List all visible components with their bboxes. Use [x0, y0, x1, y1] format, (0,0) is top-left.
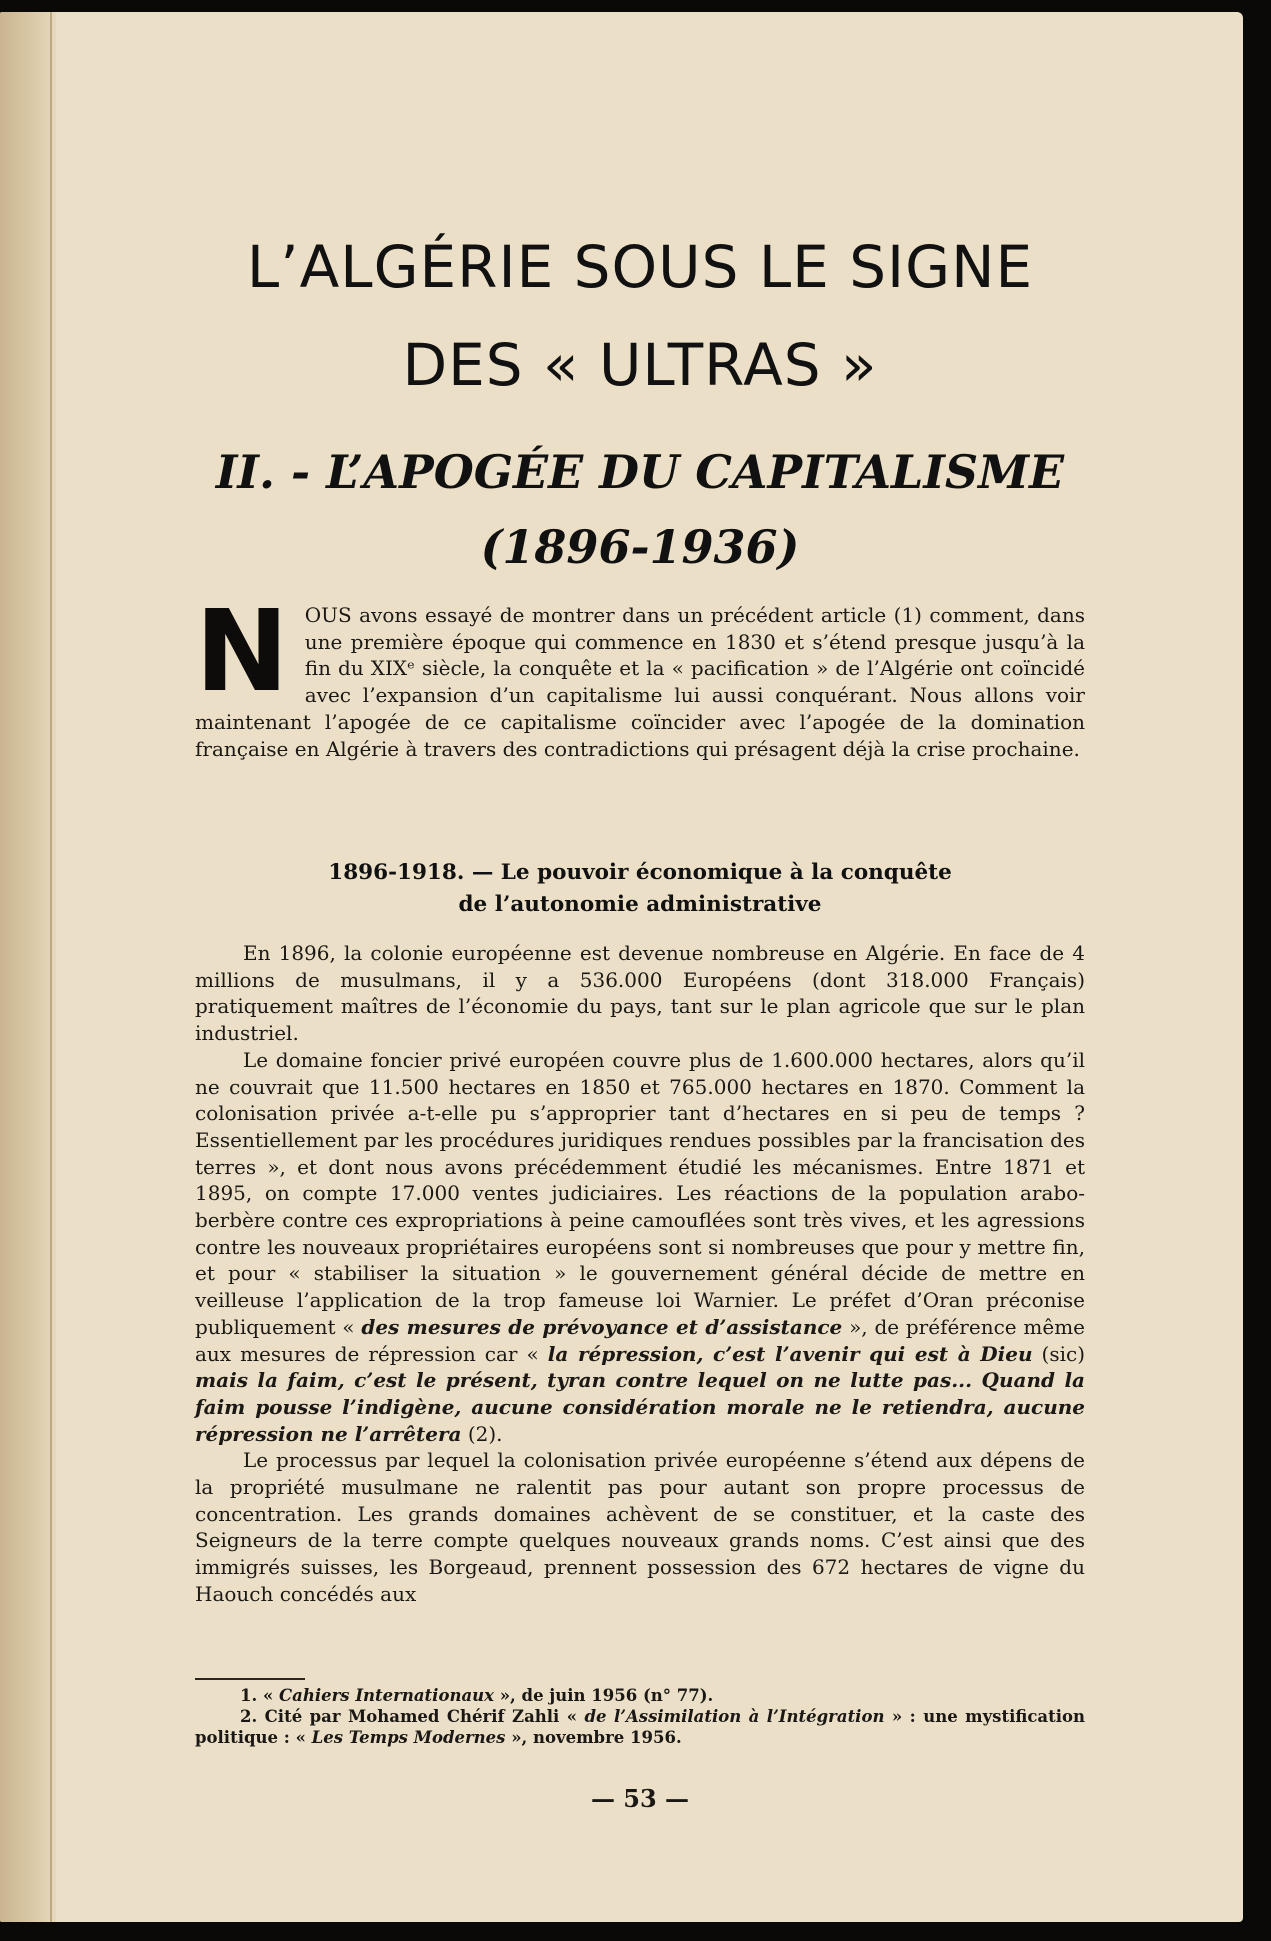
- book-page: [0, 12, 1243, 1922]
- drop-cap: N: [195, 587, 289, 717]
- footnote-2: 2. Cité par Mohamed Chérif Zahli « de l’Assimilation à l’Intégration » : une mystification politique : « Les Temps Modernes », novembre 1956.: [195, 1707, 1085, 1747]
- intro-paragraph: [195, 587, 1085, 762]
- article-title-line-2: DES « ULTRAS »: [402, 331, 878, 399]
- page-number: — 53 —: [590, 1784, 690, 1813]
- section-heading: [195, 857, 1085, 921]
- section-heading-line-1: 1896-1918. — Le pouvoir économique à la conquête: [328, 860, 952, 885]
- quote-italic-1: des mesures de prévoyance et d’assistance: [361, 1314, 843, 1339]
- article-title-line-1: L’ALGÉRIE SOUS LE SIGNE: [246, 233, 1034, 301]
- footnote-separator: [195, 1678, 305, 1680]
- page-gutter-line: [50, 12, 52, 1922]
- body-paragraph-1: En 1896, la colonie européenne est devenue nombreuse en Algérie. En face de 4 millions de musulmans, il y a 536.000 Européens (dont 318.000 Français) pratiquement maîtres de l’économie du pays, tant sur le plan agricole que sur le plan industriel.: [195, 941, 1085, 1046]
- quote-italic-2: la répression, c’est l’avenir qui est à Dieu: [547, 1341, 1033, 1366]
- section-heading-line-2: de l’autonomie administrative: [458, 892, 822, 917]
- page-fold-shadow: [0, 12, 56, 1922]
- article-body: [195, 940, 1085, 1608]
- body-paragraph-2: Le domaine foncier privé européen couvre plus de 1.600.000 hectares, alors qu’il ne couvrait que 11.500 hectares en 1850 et 765.000 hectares en 1870. Comment la colonisation privée a-t-elle pu s’approprier tant d’hectares en si peu de temps ? Essentiellement par les procédures juridiques rendues possibles par la francisation des terres », et dont nous avons précédemment étudié les mécanismes. Entre 1871 et 1895, on compte 17.000 ventes judiciaires. Les réactions de la population arabo-berbère contre ces expropriations à peine camouflées sont très vives, et les agressions contre les nouveaux propriétaires européens sont si nombreuses que pour y mettre fin, et pour « stabiliser la situation » le gouvernement général décide de mettre en veilleuse l’application de la trop fameuse loi Warnier. Le préfet d’Oran préconise publiquement « des mesures de prévoyance et d’assistance », de préférence même aux mesures de répression car « la répression, c’est l’avenir qui est à Dieu (sic) mais la faim, c’est le présent, tyran contre lequel on ne lutte pas... Quand la faim pousse l’indigène, aucune considération morale ne le retiendra, aucune répression ne l’arrêtera (2).: [195, 1047, 1086, 1446]
- intro-text: OUS avons essayé de montrer dans un précédent article (1) comment, dans une première époque qui commence en 1830 et s’étend presque jusqu’à la fin du XIXᵉ siècle, la conquête et la « pacification » de l’Algérie ont coïncidé avec l’expansion d’un capitalisme lui aussi conquérant. Nous allons voir maintenant l’apogée de ce capitalisme coïncider avec l’apogée de la domination française en Algérie à travers des contradictions qui présagent déjà la crise prochaine.: [195, 603, 1085, 761]
- footnote-1: 1. « Cahiers Internationaux », de juin 1956 (n° 77).: [240, 1686, 714, 1705]
- body-paragraph-3: Le processus par lequel la colonisation privée européenne s’étend aux dépens de la propriété musulmane ne ralentit pas pour autant son propre processus de concentration. Les grands domaines achèvent de se constituer, et la caste des Seigneurs de la terre compte quelques nouveaux grands noms. C’est ainsi que des immigrés suisses, les Borgeaud, prennent possession des 672 hectares de vigne du Haouch concédés aux: [195, 1448, 1085, 1606]
- article-subtitle-line-2: (1896-1936): [480, 520, 800, 574]
- article-subtitle-line-1: II. - L’APOGÉE DU CAPITALISME: [215, 445, 1065, 499]
- footnotes: [195, 1685, 1085, 1748]
- quote-italic-3: mais la faim, c’est le présent, tyran contre lequel on ne lutte pas... Quand la faim pousse l’indigène, aucune considération morale ne le retiendra, aucune répression ne l’arrêtera: [195, 1368, 1085, 1446]
